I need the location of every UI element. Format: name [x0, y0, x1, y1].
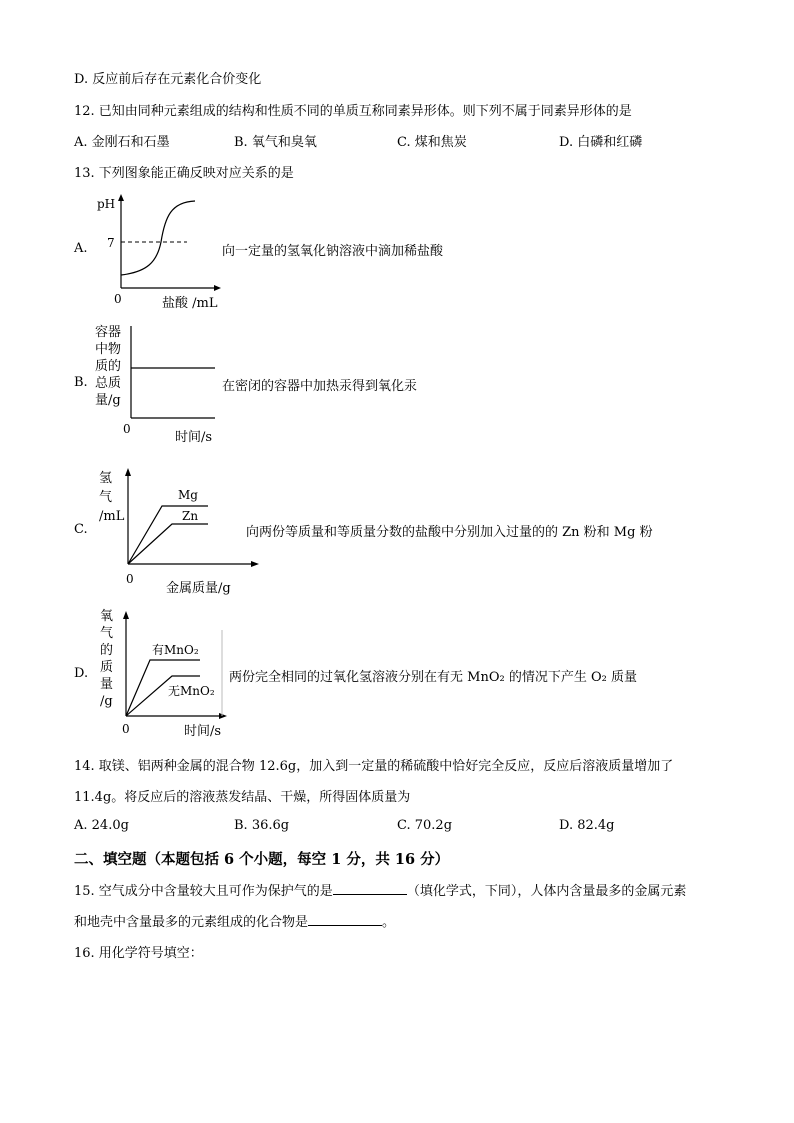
q13-d-label: D.	[74, 666, 89, 681]
q12-option-a: A. 金刚石和石墨	[74, 135, 170, 150]
q12-option-c: C. 煤和焦炭	[397, 135, 467, 150]
q13-b-xlabel: 时间/s	[175, 430, 213, 445]
q15-line2: 和地壳中含量最多的元素组成的化合物是 。	[74, 911, 395, 930]
q15-blank-1[interactable]	[333, 880, 407, 895]
q13-stem: 13. 下列图象能正确反映对应关系的是	[74, 166, 294, 181]
q12-stem: 12. 已知由同种元素组成的结构和性质不同的单质互称同素异形体。则下列不属于同素异形体的是	[74, 104, 632, 119]
q13-d-ylabel: 氧 气 的 质 量 /g	[100, 609, 114, 709]
q14-stem-line2: 11.4g。将反应后的溶液蒸发结晶、干燥，所得固体质量为	[74, 790, 411, 805]
q13-d-desc: 两份完全相同的过氧化氢溶液分别在有无 MnO₂ 的情况下产生 O₂ 质量	[229, 670, 637, 685]
q13-b-origin: 0	[123, 422, 131, 436]
q13-b-label: B.	[74, 375, 88, 390]
q13-c-ylabel: 氢 气 /mL	[99, 471, 125, 524]
q12-option-b: B. 氧气和臭氧	[234, 135, 317, 150]
q13-d-curve-with: 有MnO₂	[152, 643, 199, 657]
q14-option-b: B. 36.6g	[234, 818, 290, 833]
q16-stem: 16. 用化学符号填空：	[74, 946, 203, 961]
q13-c-curve-mg: Mg	[178, 488, 198, 502]
q13-c-label: C.	[74, 522, 88, 537]
q13-a-mark-7: 7	[107, 236, 115, 250]
q12-option-d: D. 白磷和红磷	[559, 135, 643, 150]
q13-b-graph	[125, 322, 225, 438]
q13-d-xlabel: 时间/s	[184, 724, 222, 739]
q14-stem-line1: 14. 取镁、铝两种金属的混合物 12.6g，加入到一定量的稀硫酸中恰好完全反应，反应后溶液质量增加了	[74, 759, 674, 774]
q14-option-d: D. 82.4g	[559, 818, 615, 833]
q13-a-origin: 0	[114, 292, 122, 306]
q13-b-desc: 在密闭的容器中加热汞得到氧化汞	[222, 379, 418, 394]
q13-a-label: A.	[74, 241, 88, 256]
q13-a-ylabel: pH	[97, 197, 116, 211]
q14-option-a: A. 24.0g	[74, 818, 129, 833]
q13-a-desc: 向一定量的氢氧化钠溶液中滴加稀盐酸	[222, 244, 444, 259]
q15-blank-2[interactable]	[308, 911, 382, 926]
q15-line1: 15. 空气成分中含量较大且可作为保护气的是 （填化学式，下同），人体内含量最多的金属元素	[74, 880, 686, 899]
q14-option-c: C. 70.2g	[397, 818, 453, 833]
q13-c-origin: 0	[126, 572, 134, 586]
q13-c-curve-zn: Zn	[182, 509, 199, 523]
q13-d-curve-without: 无MnO₂	[168, 684, 215, 698]
q13-b-ylabel: 容器 中物 质的 总质 量/g	[95, 325, 122, 408]
q11-option-d: D. 反应前后存在元素化合价变化	[74, 72, 262, 87]
q13-a-xlabel: 盐酸 /mL	[162, 296, 218, 311]
q13-c-desc: 向两份等质量和等质量分数的盐酸中分别加入过量的的 Zn 粉和 Mg 粉	[246, 525, 653, 540]
q13-c-xlabel: 金属质量/g	[166, 581, 231, 596]
q13-d-origin: 0	[122, 722, 130, 736]
q13-c-graph	[120, 466, 260, 584]
section-heading: 二、填空题（本题包括 6 个小题，每空 1 分，共 16 分）	[74, 851, 450, 868]
